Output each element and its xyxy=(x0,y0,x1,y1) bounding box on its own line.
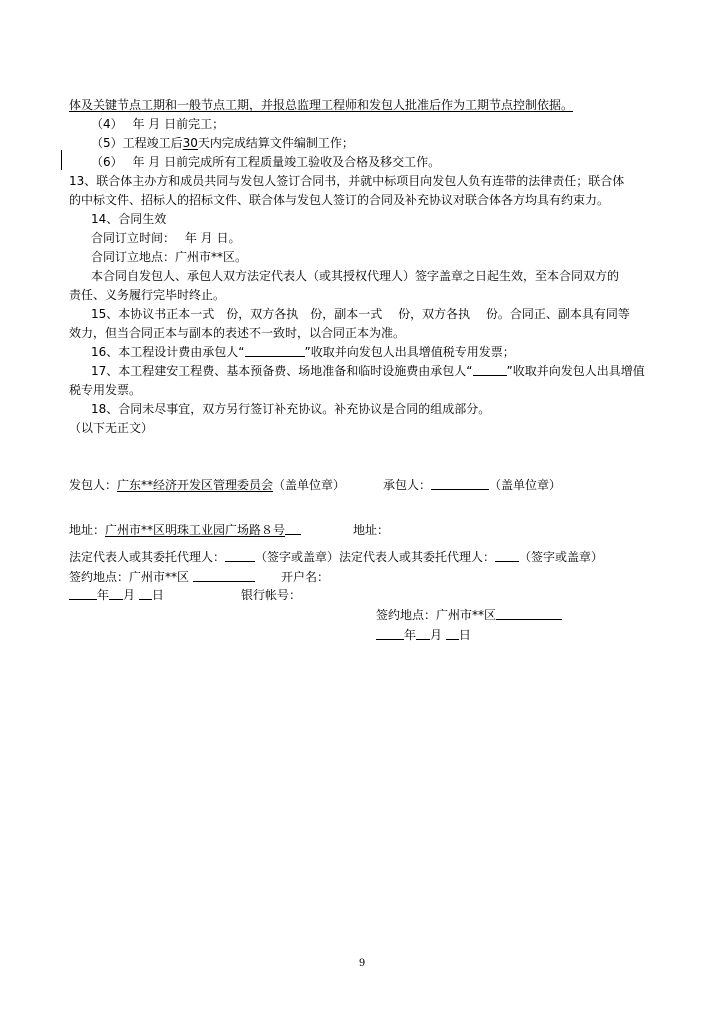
signing-place-b-line: 签约地点：广州市**区 xyxy=(376,607,562,623)
representative-line: 法定代表人或其委托代理人： （签字或盖章）法定代表人或其委托代理人： （签字或盖章） xyxy=(69,550,604,564)
text-line: 合同订立地点：广州市**区。 xyxy=(91,250,248,264)
page-number: 9 xyxy=(358,958,366,969)
section-heading: 14、合同生效 xyxy=(91,212,167,226)
address-a-line: 地址：广州市**区明珠工业园广场路８号 xyxy=(69,522,301,538)
bank-account-label: 银行帐号： xyxy=(241,588,302,602)
text-line: （4） 年 月 日前完工； xyxy=(91,117,225,131)
date-a-line: 年 月 日 xyxy=(69,587,164,603)
text-line: 15、本协议书正本一式 份，双方各执 份，副本一式 份，双方各执 份。合同正、副本具有同等 xyxy=(91,307,630,321)
revision-mark xyxy=(61,150,62,170)
account-name-label: 开户名： xyxy=(281,570,330,584)
text-line: 税专用发票。 xyxy=(69,383,142,397)
text-line: 13、联合体主办方和成员共同与发包人签订合同书，并就中标项目向发包人负有连带的法律责任；联合体 xyxy=(69,174,625,188)
address-b-line: 地址： xyxy=(353,523,390,537)
party-b-line: 承包人： （盖单位章） xyxy=(383,478,562,492)
signing-place-a-line: 签约地点：广州市**区 xyxy=(69,569,255,585)
text-line: 本合同自发包人、承包人双方法定代表人（或其授权代理人）签字盖章之日起生效，至本合同双方的 xyxy=(91,269,620,283)
text-line: （6） 年 月 日前完成所有工程质量竣工验收及合格及移交工作。 xyxy=(91,155,441,169)
text-line: 合同订立时间： 年 月 日。 xyxy=(91,231,241,245)
text-line: 的中标文件、招标人的招标文件、联合体与发包人签订的合同及补充协议对联合体各方均具有约束力。 xyxy=(69,193,610,207)
party-a-line: 发包人：广东**经济开发区管理委员会（盖单位章） xyxy=(69,478,346,492)
text-line: （5）工程竣工后30天内完成结算文件编制工作； xyxy=(91,136,354,150)
text-line: （以下无正文） xyxy=(69,421,154,435)
text-line: 17、本工程建安工程费、基本预备费、场地准备和临时设施费由承包人“ ”收取并向发包人出具增值 xyxy=(91,364,645,378)
date-b-line: 年 月 日 xyxy=(376,627,471,643)
text-line: 体及关键节点工期和一般节点工期，并报总监理工程师和发包人批准后作为工期节点控制依据。 xyxy=(69,98,574,112)
text-line: 效力，但当合同正本与副本的表述不一致时，以合同正本为准。 xyxy=(69,326,406,340)
text-line: 16、本工程设计费由承包人“ ”收取并向发包人出具增值税专用发票； xyxy=(91,345,515,359)
text-line: 责任、义务履行完毕时终止。 xyxy=(69,288,226,302)
text-line: 18、合同未尽事宜，双方另行签订补充协议。补充协议是合同的组成部分。 xyxy=(91,402,491,416)
